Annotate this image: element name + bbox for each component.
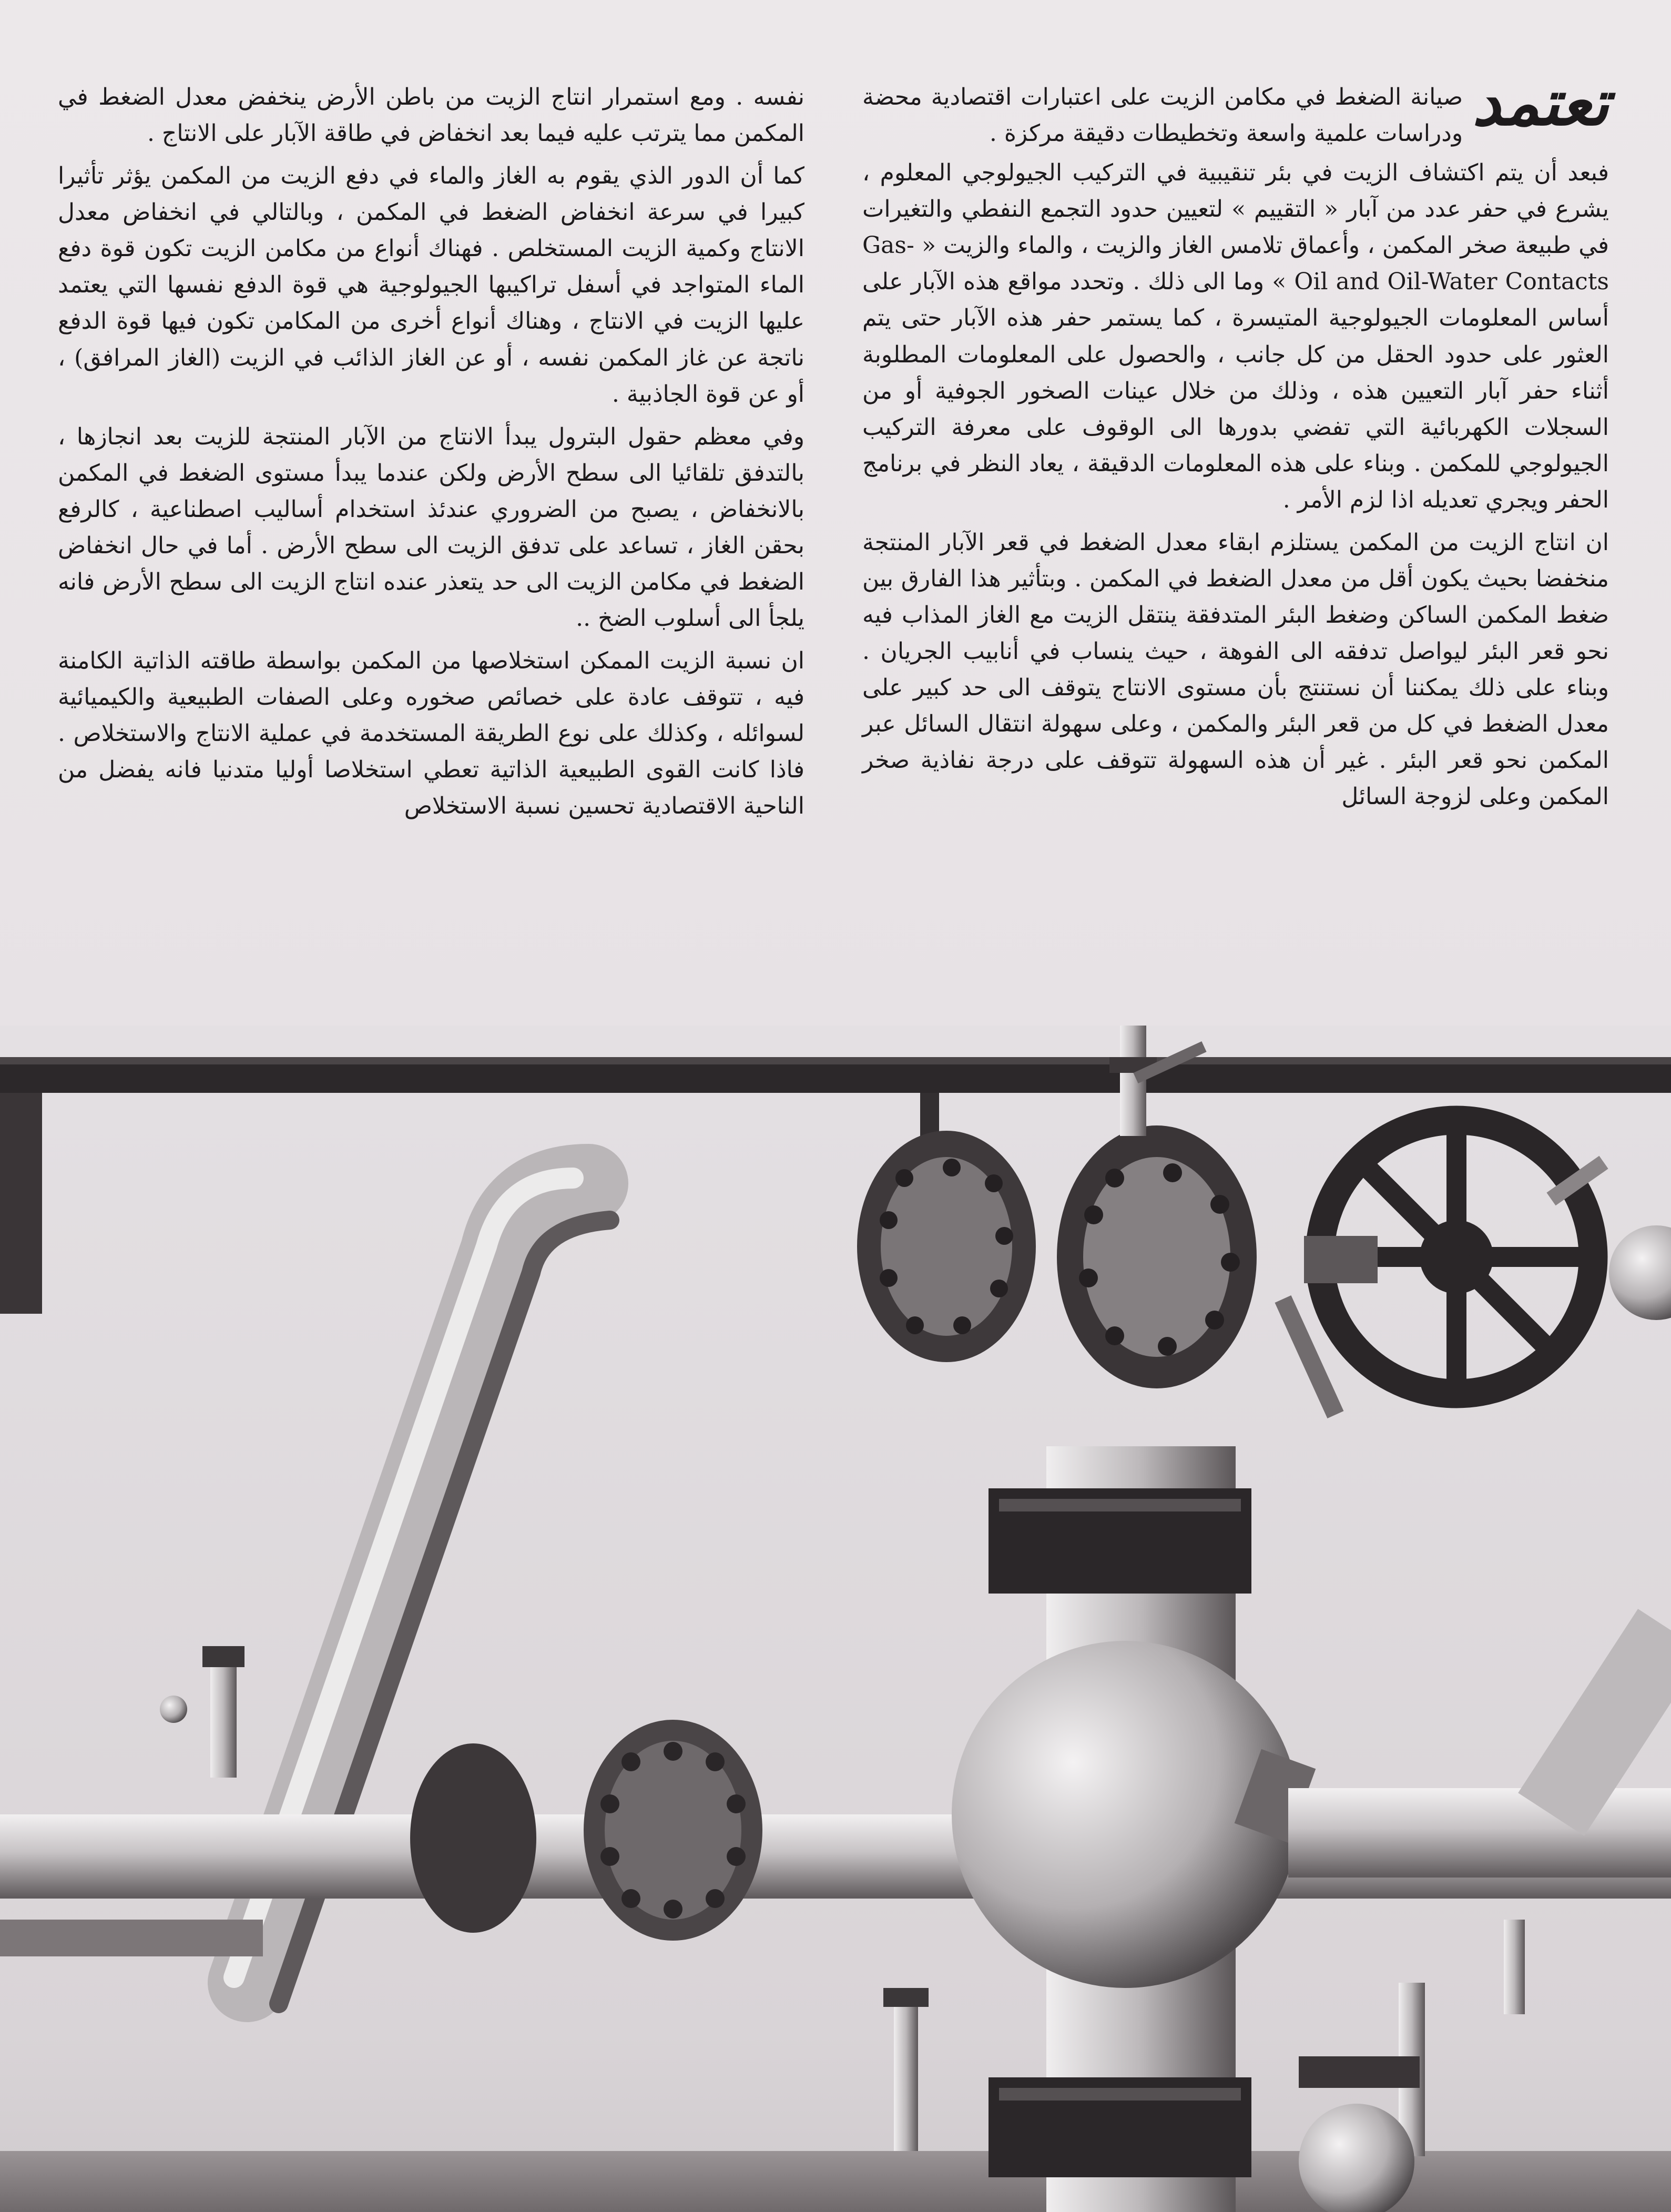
paragraph: كما أن الدور الذي يقوم به الغاز والماء في دفع الزيت من المكمن يؤثر تأثيرا كبيرا في سرعة انخفاض الضغط في المكمن ، وبالتالي في انخفاض معدل الانتاج وكمية الزيت المستخلص . فهناك أنواع من مكامن الزيت تكون قوة دفع الماء المتواجد في أسفل تراكيبها الجيولوجية هي قوة الدفع نفسها التي يعتمد عليها الزيت في الانتاج ، وهناك أنواع أخرى من المكامن تكون فيها قوة الدفع ناتجة عن غاز المكمن نفسه ، أو عن الغاز الذائب في الزيت (الغاز المرافق) ، أو عن قوة الجاذبية .	[58, 163, 804, 408]
paragraph: نفسه . ومع استمرار انتاج الزيت من باطن الأرض ينخفض معدل الضغط في المكمن مما يترتب عليه فيما بعد انخفاض في طاقة الآبار على الانتاج .	[58, 84, 804, 147]
paragraph: ان انتاج الزيت من المكمن يستلزم ابقاء معدل الضغط في قعر الآبار المنتجة منخفضا بحيث يكون أقل من معدل الضغط في المكمن . وبتأثير هذا الفارق بين ضغط المكمن الساكن وضغط البئر المتدفقة ينتقل الزيت مع الغاز المذاب فيه نحو قعر البئر ليواصل تدفقه الى الفوهة ، حيث ينساب في أنابيب الجريان . وبناء على ذلك يمكننا أن نستنتج بأن مستوى الانتاج يتوقف الى حد كبير على معدل الضغط في كل من قعر البئر والمكمن ، وعلى سهولة انتقال السائل عبر المكمن نحو قعر البئر . غير أن هذه السهولة تتوقف على درجة نفاذية صخر المكمن وعلى لزوجة السائل	[862, 529, 1609, 810]
paragraph: وفي معظم حقول البترول يبدأ الانتاج من الآبار المنتجة للزيت بعد انجازها ، بالتدفق تلقائيا الى سطح الأرض ولكن عندما يبدأ مستوى الضغط في المكمن بالانخفاض ، يصبح من الضروري عندئذ استخدام أساليب اصطناعية ، كالرفع بحقن الغاز ، تساعد على تدفق الزيت الى سطح الأرض . أما في حال انخفاض الضغط في مكامن الزيت الى حد يتعذر عنده انتاج الزيت الى سطح الأرض فانه يلجأ الى أسلوب الضخ ..	[58, 423, 804, 632]
article-column-left	[58, 79, 804, 831]
article-column-right	[862, 66, 1609, 821]
lead-sentence: صيانة الضغط في مكامن الزيت على اعتبارات اقتصادية محضة ودراسات علمية واسعة وتخطيطات دقيقة مركزة .	[862, 84, 1463, 147]
wellhead-photo	[0, 1026, 1671, 2212]
paragraph: ان نسبة الزيت الممكن استخلاصها من المكمن بواسطة طاقته الذاتية الكامنة فيه ، تتوقف عادة على خصائص صخوره وعلى الصفات الطبيعية والكيميائية لسوائله ، وكذلك على نوع الطريقة المستخدمة في عملية الانتاج والاستخلاص . فاذا كانت القوى الطبيعية الذاتية تعطي استخلاصا أوليا متدنيا فانه يفضل من الناحية الاقتصادية تحسين نسبة الاستخلاص	[58, 647, 804, 820]
paragraph: فبعد أن يتم اكتشاف الزيت في بئر تنقيبية في التركيب الجيولوجي المعلوم ، يشرع في حفر عدد من آبار « التقييم » لتعيين حدود التجمع النفطي والتغيرات في طبيعة صخر المكمن ، وأعماق تلامس الغاز والزيت ، والماء والزيت « Gas-Oil and Oil-Water Contacts » وما الى ذلك . وتحدد مواقع هذه الآبار على أساس المعلومات الجيولوجية المتيسرة ، كما يستمر حفر هذه الآبار حتى يتم العثور على حدود الحقل من كل جانب ، والحصول على المعلومات المطلوبة أثناء حفر آبار التعيين هذه ، وذلك من خلال عينات الصخور الجوفية أو من السجلات الكهربائية التي تفضي بدورها الى الوقوف على معرفة التركيب الجيولوجي للمكمن . وبناء على هذه المعلومات الدقيقة ، يعاد النظر في برنامج الحفر ويجري تعديله اذا لزم الأمر .	[862, 159, 1609, 513]
drop-cap-word: تعتمد	[1472, 66, 1609, 140]
article-lead	[862, 66, 1609, 151]
